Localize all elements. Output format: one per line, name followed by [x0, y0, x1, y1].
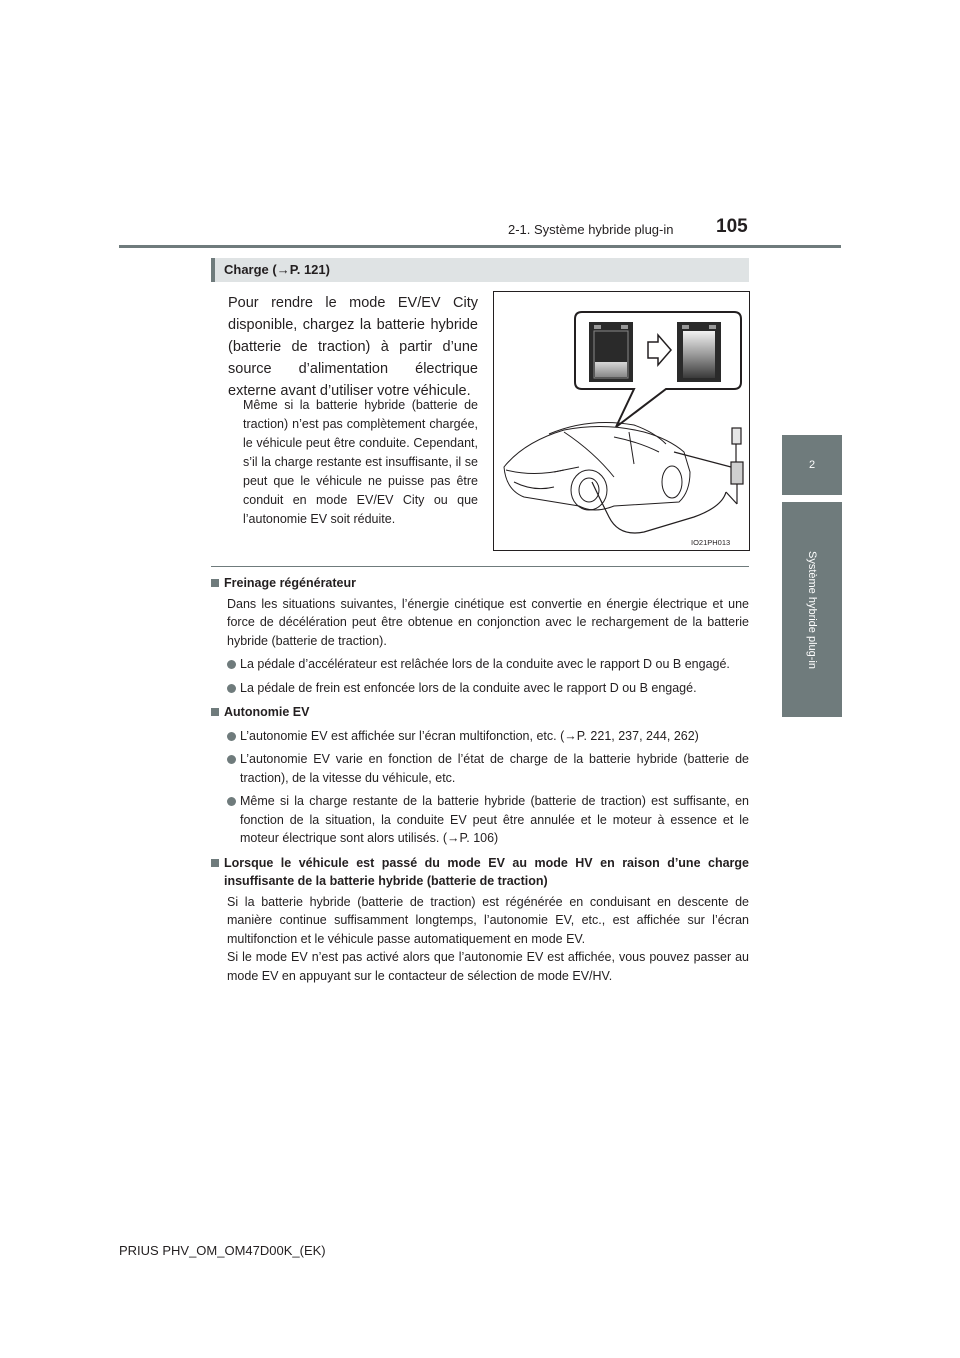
document-code: PRIUS PHV_OM_OM47D00K_(EK)	[119, 1243, 326, 1258]
list-item	[227, 679, 749, 698]
list-item	[227, 655, 749, 674]
list-item-text: Même si la charge restante de la batterie hybride (batterie de traction) est suffisante, en fonction de la situation, la conduite EV peut être annulée et le moteur à essence et le moteur électrique sont alors utilisés. (→P. 106)	[240, 794, 749, 845]
list-item-text: L’autonomie EV varie en fonction de l’état de charge de la batterie hybride (batterie de traction), de la vitesse du véhicule, etc.	[240, 752, 749, 785]
list-item	[227, 750, 749, 787]
list-item-text: La pédale d’accélérateur est relâchée lors de la conduite avec le rapport D ou B engagé.	[240, 657, 730, 671]
list-item-text: La pédale de frein est enfoncée lors de la conduite avec le rapport D ou B engagé.	[240, 680, 697, 695]
round-bullet-icon	[227, 684, 236, 693]
square-bullet-icon	[211, 579, 219, 587]
round-bullet-icon	[227, 660, 236, 669]
square-bullet-icon	[211, 859, 219, 867]
charge-title-text: Charge (→P. 121)	[224, 262, 330, 277]
charging-illustration	[493, 291, 750, 551]
section-heading	[211, 574, 749, 593]
section-heading	[211, 854, 749, 891]
figure-code: IO21PH013	[691, 538, 731, 547]
heading-text: Autonomie EV	[224, 705, 310, 719]
title-accent	[211, 258, 215, 282]
charging-cable-icon	[592, 428, 743, 533]
list-item	[227, 792, 749, 848]
chapter-tab[interactable]: 2	[782, 435, 842, 495]
section-heading	[211, 703, 749, 722]
section-header: 2-1. Système hybride plug-in	[508, 222, 674, 237]
page-number: 105	[716, 216, 748, 237]
round-bullet-icon	[227, 797, 236, 806]
car-icon	[504, 422, 690, 510]
charge-intro: Pour rendre le mode EV/EV City disponible, chargez la batterie hybride (batterie de traction) à partir d’une source d’alimentation électrique externe avant d’utiliser votre véhicule.	[228, 295, 478, 399]
header-rule	[119, 245, 841, 248]
heading-text: Lorsque le véhicule est passé du mode EV au mode HV en raison d’une charge insuffisante de la batterie hybride (batterie de traction)	[224, 855, 749, 888]
charge-box-title	[211, 258, 749, 282]
separator-rule	[211, 566, 749, 567]
chapter-label: Système hybride plug-in	[806, 550, 818, 670]
round-bullet-icon	[227, 755, 236, 764]
heading-text: Freinage régénérateur	[224, 576, 356, 590]
list-item	[227, 727, 749, 746]
section-paragraph: Si le mode EV n’est pas activé alors que l’autonomie EV est affichée, vous pouvez passer au mode EV en appuyant sur le contacteur de sélection de mode EV/HV.	[227, 950, 749, 983]
charge-note: Même si la batterie hybride (batterie de traction) n’est pas complètement chargée, le véhicule peut être conduite. Cependant, s’il la charge restante est insuffisante, il se peut que le véhicule ne puisse pas être conduit en mode EV/EV City ou que l’autonomie EV soit réduite.	[243, 398, 478, 526]
car-charging-drawing	[494, 292, 751, 552]
round-bullet-icon	[227, 732, 236, 741]
list-item-text: L’autonomie EV est affichée sur l’écran multifonction, etc. (→P. 221, 237, 244, 262)	[240, 728, 699, 743]
section-paragraph: Dans les situations suivantes, l’énergie cinétique est convertie en énergie électrique et une force de décélération peut être obtenue en conjonction avec le rechargement de la batterie hybride (batterie de traction).	[227, 596, 749, 648]
section-paragraph: Si la batterie hybride (batterie de traction) est régénérée en conduisant en descente de manière continue suffisamment longtemps, l’autonomie EV, etc., est affichée sur l’écran multifonction et le véhicule passe automatiquement en mode EV.	[227, 894, 749, 946]
main-content	[211, 574, 749, 985]
square-bullet-icon	[211, 708, 219, 716]
